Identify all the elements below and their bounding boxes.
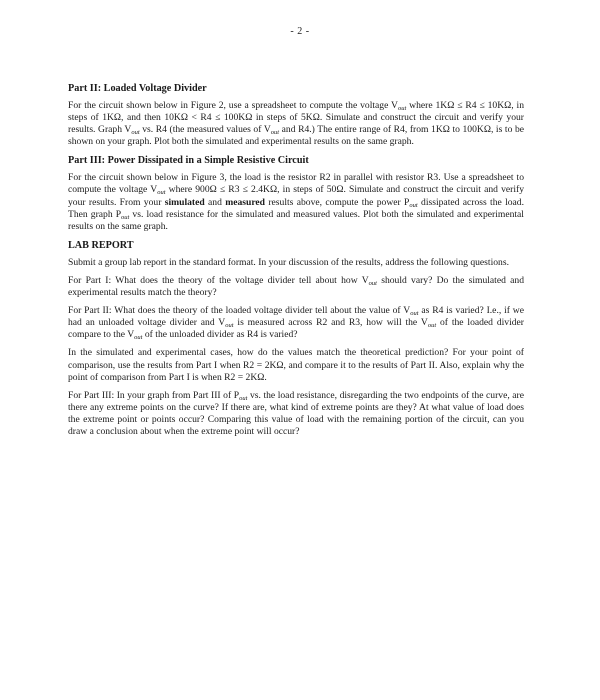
question-part3: For Part III: In your graph from Part III of $P_{out}$ vs. the load resistance, disregarding the two endpoints of the curve, are there any extreme points on the curve? If there are, what kind of extreme points are they? At what value of load does the extreme point or points occur? Comparing this value of load with the remaining portion of the circuit, can you draw a conclusion about when the extreme point will occur?: [68, 389, 525, 437]
lab-report-heading: LAB REPORT: [68, 239, 134, 251]
part2-paragraph: For the circuit shown below in Figure 2, use a spreadsheet to compute the voltage $V_{out}$ where 1KΩ ≤ R4 ≤ 10KΩ, in steps of 1KΩ, and then 10KΩ < R4 ≤ 100KΩ in steps of 5KΩ. Simulate and construct the circuit and verify your results. Graph $V_{out}$ vs. R4 (the measured values of $V_{out}$ and R4.) The entire range of R4, from 1KΩ to 100KΩ, is to be shown on your graph. Plot both the simulated and experimental results on the same graph.: [68, 100, 525, 148]
document-body: [68, 82, 524, 444]
lab-report-intro: Submit a group lab report in the standard format. In your discussion of the results, address the following questions.: [68, 256, 509, 268]
question-part1: For Part I: What does the theory of the voltage divider tell about how $V_{out}$ should vary? Do the simulated and experimental results match the theory?: [68, 274, 524, 299]
question-comparison: In the simulated and experimental cases, how do the values match the theoretical prediction? For your point of comparison, use the results from Part I when R2 = 2KΩ, and compare it to the results of Part II. Also, explain why the point of comparison from Part I is when R2 = 2KΩ.: [68, 347, 524, 383]
question-part2: For Part II: What does the theory of the loaded voltage divider tell about the value of $V_{out}$ as R4 is varied? I.e., if we had an unloaded voltage divider and $V_{out}$ is measured across R2 and R3, how will the $V_{out}$ of the loaded divider compare to the $V_{out}$ of the unloaded divider as R4 is varied?: [68, 305, 525, 342]
page-number: - 2 -: [290, 26, 310, 37]
part2-heading: Part II: Loaded Voltage Divider: [68, 83, 207, 94]
part3-paragraph: For the circuit shown below in Figure 3, the load is the resistor R2 in parallel with resistor R3. Use a spreadsheet to compute the voltage $V_{out}$ where 900Ω ≤ R3 ≤ 2.4KΩ, in steps of 50Ω. Simulate and construct the circuit and verify your results. From your simulated and measured results above, compute the power $P_{out}$ dissipated across the load. Then graph $P_{out}$ vs. load resistance for the simulated and measured values. Plot both the simulated and experimental results on the same graph.: [68, 172, 525, 232]
part3-heading: Part III: Power Dissipated in a Simple Resistive Circuit: [68, 155, 309, 167]
